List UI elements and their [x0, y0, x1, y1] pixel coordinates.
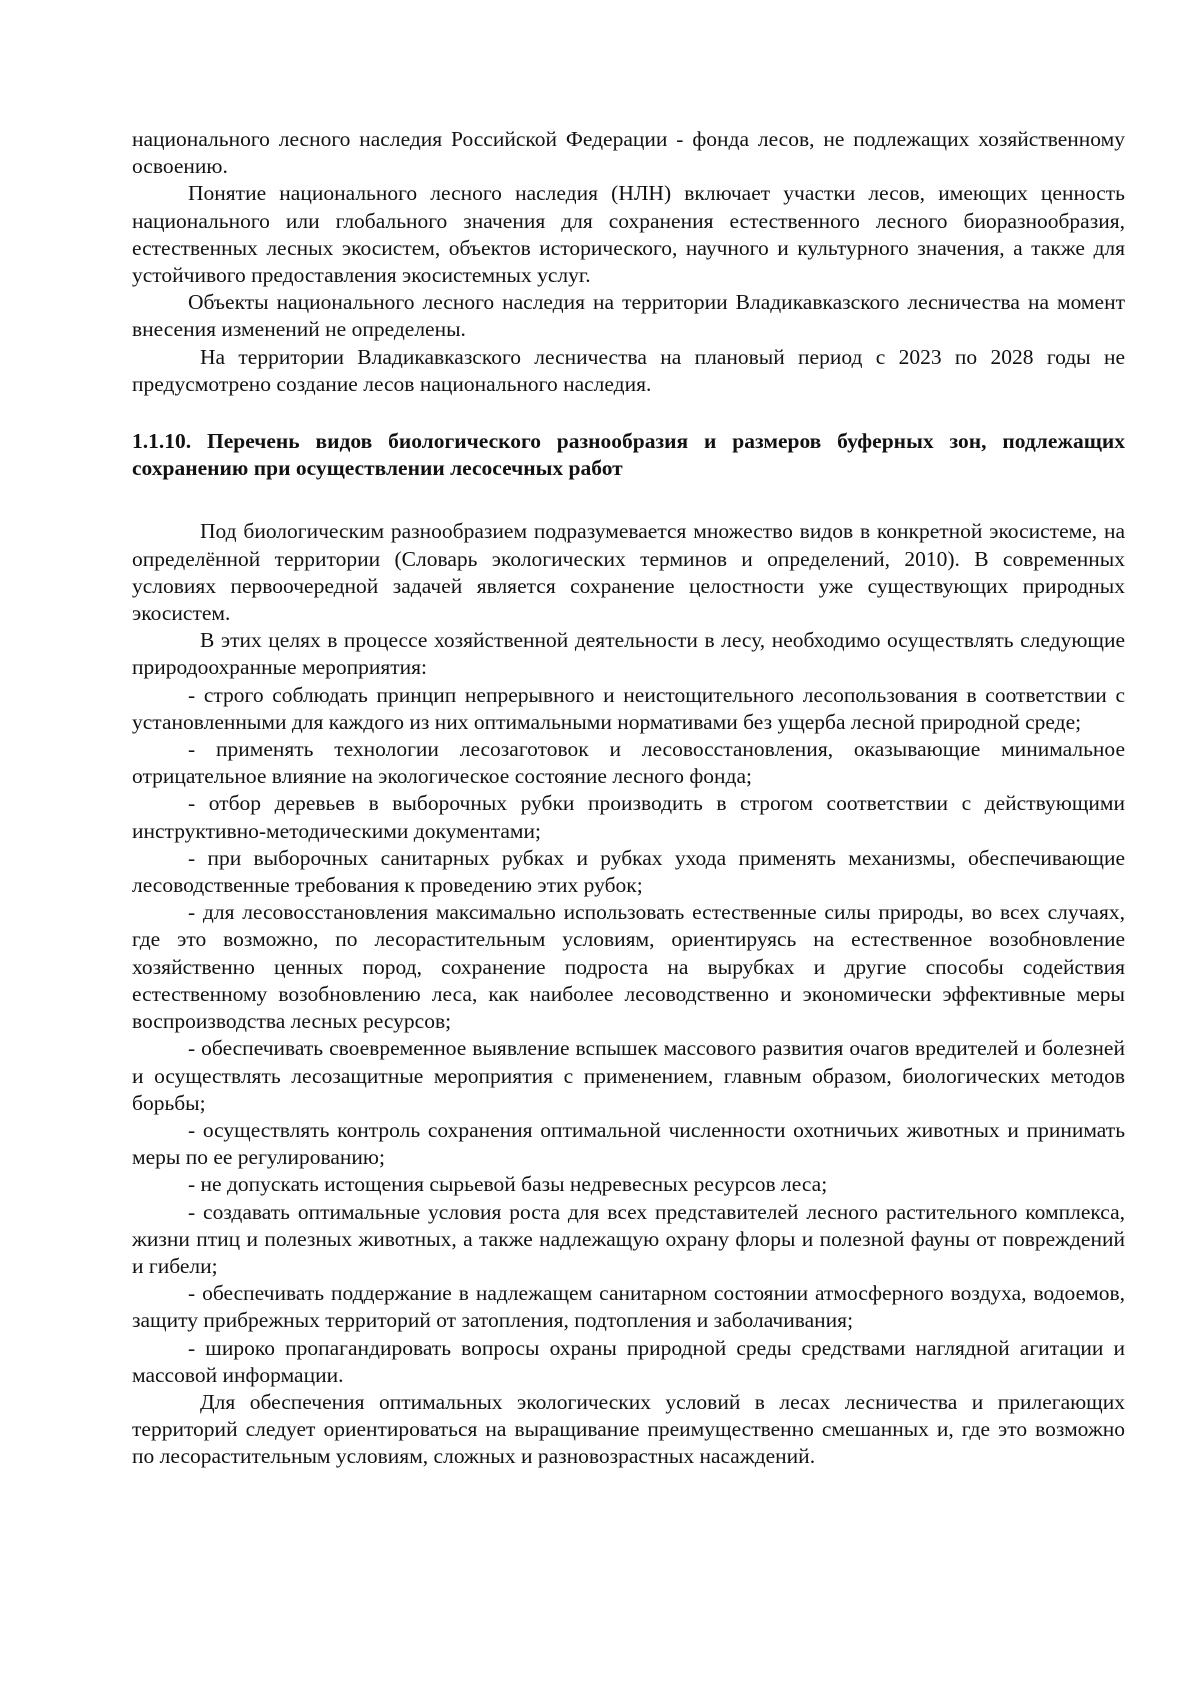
- measure-item: - осуществлять контроль сохранения оптимальной численности охотничьих животных и принимать меры по ее регулированию;: [132, 1117, 1125, 1170]
- measure-item: - при выборочных санитарных рубках и рубках ухода применять механизмы, обеспечивающие лесоводственные требования к проведению этих рубок;: [132, 845, 1125, 898]
- measure-item: - создавать оптимальные условия роста для всех представителей лесного растительного комплекса, жизни птиц и полезных животных, а также надлежащую охрану флоры и полезной фауны от повреждений и гибели;: [132, 1199, 1125, 1278]
- intro-paragraph-nln-objects: Объекты национального лесного наследия на территории Владикавказского лесничества на момент внесения изменений не определены.: [132, 290, 1125, 342]
- measure-item: - обеспечивать поддержание в надлежащем санитарном состоянии атмосферного воздуха, водоемов, защиту прибрежных территорий от затопления, подтопления и заболачивания;: [132, 1281, 1125, 1333]
- measure-item: - широко пропагандировать вопросы охраны природной среды средствами наглядной агитации и массовой информации.: [132, 1335, 1125, 1387]
- intro-paragraph-continuation: национального лесного наследия Российской Федерации - фонда лесов, не подлежащих хозяйственному освоению.: [132, 127, 1125, 179]
- body-paragraph-biodiversity: Под биологическим разнообразием подразумевается множество видов в конкретной экосистеме, на определённой территории (Словарь экологических терминов и определений, 2010). В современных условиях первоочередной задачей является сохранение целостности уже существующих природных экосистем.: [132, 519, 1125, 626]
- closing-paragraph: Для обеспечения оптимальных экологических условий в лесах лесничества и прилегающих территорий следует ориентироваться на выращивание преимущественно смешанных и, где это возможно по лесорастительным условиям, сложных и разновозрастных насаждений.: [132, 1389, 1125, 1469]
- document-page: [132, 126, 1125, 1471]
- measure-item: - обеспечивать своевременное выявление вспышек массового развития очагов вредителей и болезней и осуществлять лесозащитные мероприятия с применением, главным образом, биологических методов борьбы;: [132, 1036, 1125, 1115]
- intro-paragraph-planning-period: На территории Владикавказского лесничества на плановый период с 2023 по 2028 годы не предусмотрено создание лесов национального наследия.: [132, 344, 1125, 396]
- measure-item: - отбор деревьев в выборочных рубки производить в строгом соответствии с действующими инструктивно-методическими документами;: [132, 791, 1125, 843]
- measure-item: - строго соблюдать принцип непрерывного и неистощительного лесопользования в соответствии с установленными для каждого из них оптимальными нормативами без ущерба лесной природной среде;: [132, 682, 1125, 734]
- body-paragraph-measures-intro: В этих целях в процессе хозяйственной деятельности в лесу, необходимо осуществлять следующие природоохранные мероприятия:: [132, 628, 1125, 680]
- measure-item: - применять технологии лесозаготовок и лесовосстановления, оказывающие минимальное отрицательное влияние на экологическое состояние лесного фонда;: [132, 737, 1125, 789]
- intro-paragraph-nln-concept: Понятие национального лесного наследия (НЛН) включает участки лесов, имеющих ценность национального или глобального значения для сохранения естественного лесного биоразнообразия, естественных лесных экосистем, объектов исторического, научного и культурного значения, а также для устойчивого предоставления экосистемных услуг.: [132, 181, 1125, 288]
- measure-item: - для лесовосстановления максимально использовать естественные силы природы, во всех случаях, где это возможно, по лесорастительным условиям, ориентируясь на естественное возобновление хозяйственно ценных пород, сохранение подроста на вырубках и другие способы содействия естественному возобновлению леса, как наиболее лесоводственно и экономически эффективные меры воспроизводства лесных ресурсов;: [132, 900, 1125, 1034]
- measure-item: - не допускать истощения сырьевой базы недревесных ресурсов леса;: [188, 1172, 828, 1197]
- section-heading: 1.1.10. Перечень видов биологического разнообразия и размеров буферных зон, подлежащих сохранению при осуществлении лесосечных работ: [132, 429, 1125, 481]
